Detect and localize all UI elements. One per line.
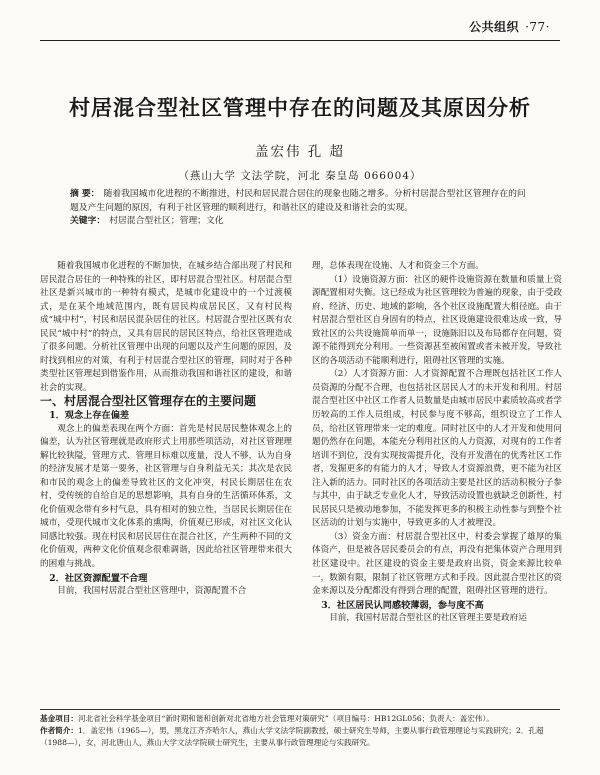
paragraph-funding: （3）资金方面：村居混合型社区中，村委会掌握了雄厚的集体资产，但是被各居民委员会的有点，再没有把集体资产合理用到社区建设中。社区建设的资金主要是政府出资，资金来源比较单一，数额有限，限制了社区管理方式和手段。因此混合型社区的资金来源以及分配都没有得到合理的配置，阻碍社区管理的进行。 [312,531,562,597]
subheading-1: 1．观念上存在偏差 [49,410,130,422]
footnote-rule [40,709,560,710]
fund-text: 河北省社会科学基金项目“新时期和谐和创新对北省地方社会管理对策研究”（项目编号：HB12GL056；负责人：盖宏伟）。 [77,714,494,723]
paragraph-continued: 理，总体表现在设施、人才和资金三个方面。 [312,261,484,271]
paragraph-concept: 观念上的偏差表现在两个方面：首先是村民居民整体观念上的偏差，认为社区管理就是政府形式上用那些项活动，对社区管理理解比较狭隘，管理方式、管理目标难以度量，没人不够，认为自身的经济发展才是第一要务，社区管理与自身利益无关；其次是农民和市民的观念上的偏差导致社区的文化冲突，村民长期居住在农村，受传统的自给自足的思想影响，具有自身的生活循环体系，文化价值观念带有乡村气息，具有相对的独立性，当居民长期居住在城市，受现代城市文化体系的熏陶，价值观已形成，对社区文化认同感比较强。现在村民和居民居住在混合社区，产生两种不同的文化价值观，两种文化价值观念很难调谐，因此给社区管理带来很大的困难与挑战。 [40,423,292,570]
running-header [469,18,556,35]
fund-label: 基金项目： [40,714,78,723]
footnote-block [40,713,560,749]
paragraph-participation: 目前，我国村居混合型社区的社区管理主要是政府运 [329,613,527,624]
left-column [40,260,292,599]
author-info-2: 2．孔超（1988—），女，河北唐山人，燕山大学文法学院硕士研究生，主要从事行政管理理论与实践研究。 [40,726,544,747]
paragraph-resources: 目前，我国村居混合型社区管理中，资源配置不合 [57,586,247,597]
subheading-3: 3．社区居民认同感较薄弱，参与度不高 [321,599,484,611]
keywords-text: 村居混合型社区；管理；文化 [109,216,224,226]
subheading-2: 2．社区资源配置不合理 [49,572,148,584]
author-info-label: 作者简介： [40,726,78,735]
header-section: 公共组织 [469,20,520,34]
abstract-text: 随着我国城市化进程的不断推进，村民和居民混合居住的现象也随之增多。分析村居混合型社区管理存在的问题及产生问题的原因，有利于社区管理的顺利进行，和谐社区的建设及和谐社会的实现。 [70,189,526,213]
abstract-label: 摘 要： [70,189,100,199]
article-authors: 盖宏伟 孔 超 [254,144,346,160]
keywords-label: 关键字： [70,216,106,226]
right-column [312,260,562,626]
paragraph-facilities: （1）设施资源方面：社区的硬件设施资源在数量和质量上资源配置相对失衡。这已经成为社区管理较为普遍的现象，由于受政府、经济、历史、地域的影响，各个社区设施配置大相径庭。由于村居混合型社区自身固有的特点，社区设施建设很难达成一致，导致社区的公共设施简单而单一，设施陈旧以及布局都存在问题，资源不能得到充分利用。一些资源甚至被闲置或者未被开发，导致社区的各项活动不能顺利进行，阻碍社区管理的实施。 [312,274,562,366]
header-page: ·77· [525,20,550,34]
article-title: 村居混合型社区管理中存在的问题及其原因分析 [69,95,531,120]
intro-paragraph: 随着我国城市化进程的不断加快，在城乡结合部出现了村民和居民混合居住的一种特殊的社区，即村居混合型社区。村居混合型社区是新兴城市的一种特有模式，是城市化建设中的一个过渡模式，是在某个地域范围内，既有居民构成居民区，又有村民构成“城中村”，村民和居民混杂居住的社区。村居混合型社区既有农民民“城中村”的特点，又具有居民的居民区特点，给社区管理造成了很多问题。分析社区管理中出现的问题以及产生问题的原因，及时找到相应的对策，有利于村居混合型社区的管理，同时对于各种类型社区管理起到借鉴作用，从而推动我国和谐社区的建设，和谐社会的实现。 [40,261,292,393]
header-rule [40,40,560,41]
paragraph-talent: （2）人才资源方面：人才资源配置不合理既包括社区工作人员资源的分配不合理，也包括社区居民人才的未开发和利用。村居混合型社区中社区工作者人员数量是由城市居民中素质较高或者学历较高的工作人员组成，村民参与度不够高，组织设立了工作人员，给社区管理带来一定的难度。同时社区中的人才开发和使用问题仍然存在问题，本能充分利用社区的人力资源，对现有的工作者培训不到位，没有实现按需提升化，没有开发潜在的优秀社区工作者，发掘更多的有能力的人才，导致人才资源浪费，更不能为社区注入新的活力。同时社区的各项活动主要是社区的活动积极分子参与其中，由于缺乏专业化人才，导致活动设置也就缺乏创新性，村民居民只是被动地参加，不能发挥更多的积极主动性参与到整个社区活动的计划与实施中，导致更多的人才被埋没。 [312,369,562,529]
section-heading-1: 一、村居混合型社区管理存在的主要问题 [40,394,257,409]
abstract-block [70,188,530,229]
author-affiliation: （燕山大学 文法学院，河北 秦皇岛 066004） [178,170,422,182]
author-info-1: 1．盖宏伟（1965—），男，黑龙江齐齐哈尔人，燕山大学文法学院副教授，硕士研究生导师，主要从事行政管理理论与实践研究； [77,726,516,735]
